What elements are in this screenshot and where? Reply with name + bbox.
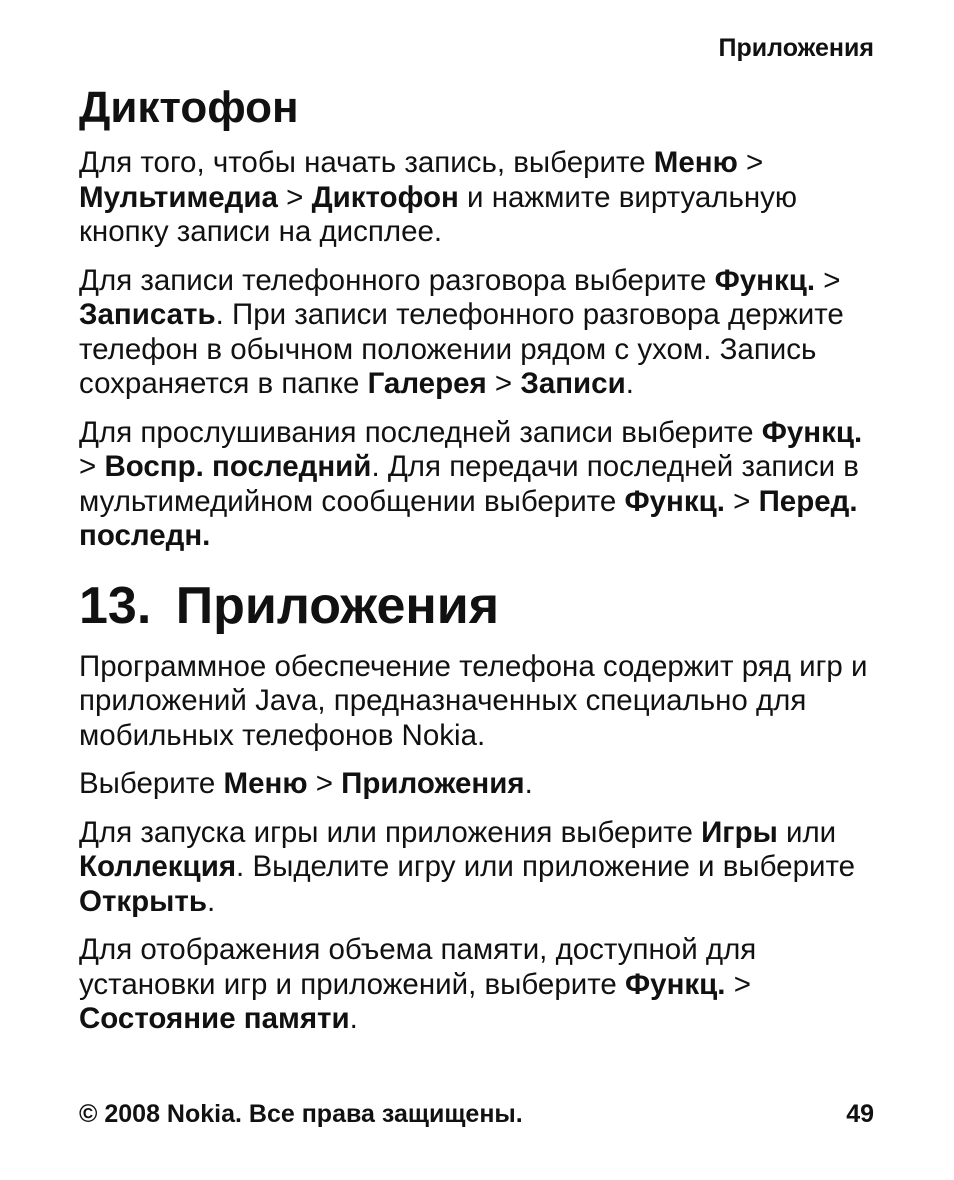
running-header: Приложения xyxy=(718,34,874,62)
paragraph: Выберите Меню > Приложения. xyxy=(79,767,533,800)
paragraph: Для отображения объема памяти, доступной для установки игр и приложений, выберите Функц. > Состояние памяти. xyxy=(79,933,757,1035)
paragraph: Для прослушивания последней записи выберите Функц. > Воспр. последний. Для передачи последней записи в мультимедийном сообщении выберите Функц. > Перед. последн. xyxy=(79,415,863,552)
copyright: © 2008 Nokia. Все права защищены. xyxy=(79,1100,523,1128)
paragraph: Для того, чтобы начать запись, выберите Меню > Мультимедиа > Диктофон и нажмите виртуальную кнопку записи на дисплее. xyxy=(79,146,798,248)
paragraph: Программное обеспечение телефона содержит ряд игр и приложений Java, предназначенных специально для мобильных телефонов Nokia. xyxy=(79,649,868,752)
paragraph: Для записи телефонного разговора выберите Функц. > Записать. При записи телефонного разговора держите телефон в обычном положении рядом с ухом. Запись сохраняется в папке Галерея > Записи. xyxy=(79,263,844,400)
chapter-title-applications: 13. Приложения xyxy=(79,576,500,635)
page-content xyxy=(79,80,879,1051)
page-number: 49 xyxy=(846,1100,874,1128)
section-title-dictaphone: Диктофон xyxy=(79,83,299,132)
page-footer xyxy=(79,1100,874,1129)
paragraph: Для запуска игры или приложения выберите Игры или Коллекция. Выделите игру или приложение и выберите Открыть. xyxy=(79,815,856,918)
